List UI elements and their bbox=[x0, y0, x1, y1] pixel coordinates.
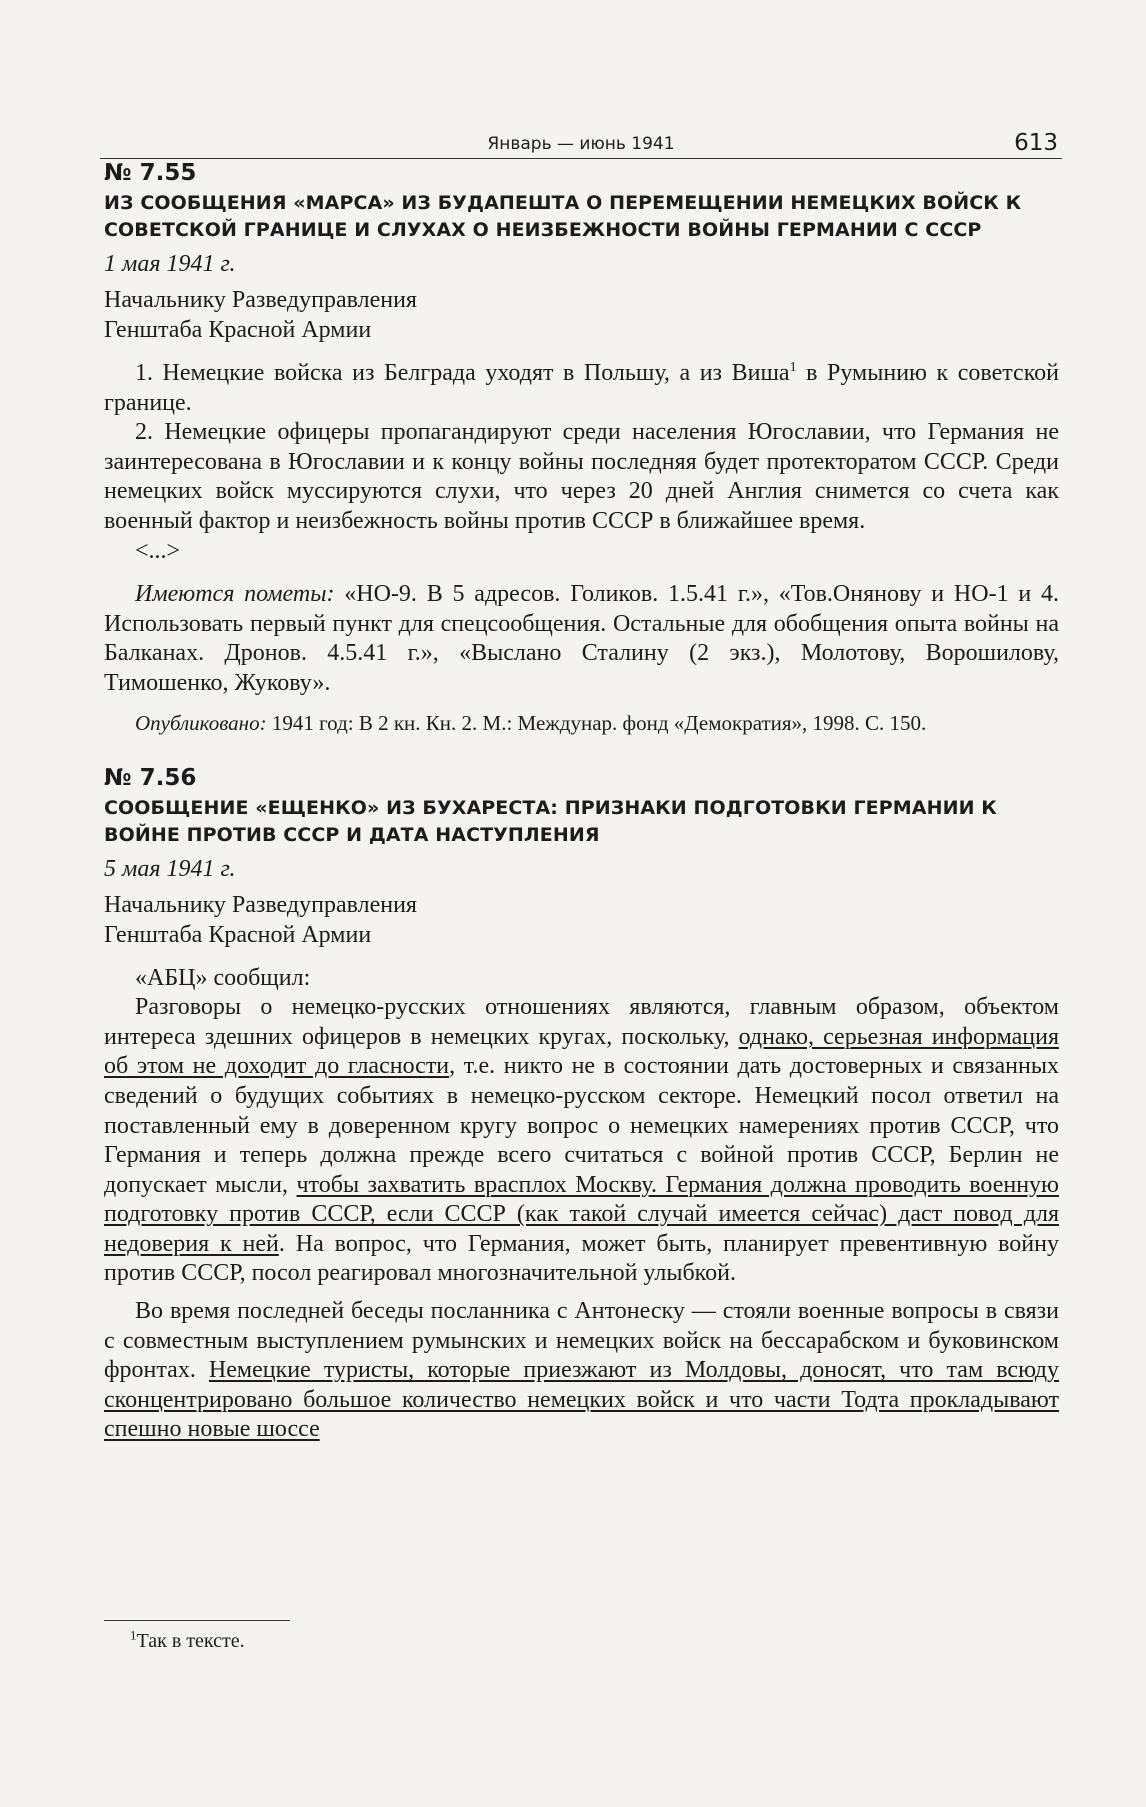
document-date: 1 мая 1941 г. bbox=[104, 251, 236, 277]
underlined-text: Немецкие туристы, которые приезжают из Молдовы, доносят, что там всюду сконцентрировано большое количество немецких войск и что части Тодта прокладывают спешно новые шоссе bbox=[104, 1357, 1059, 1443]
text-run: Разговоры о немецко-русских отношениях являются, главным образом, объектом интереса здешних офицеров в немецких кругах, поскольку, bbox=[104, 994, 1059, 1050]
footnote bbox=[130, 1628, 245, 1654]
ellipsis: <...> bbox=[135, 537, 181, 564]
text-run: . На вопрос, что Германия, может быть, планирует превентивную войну против СССР, посол реагировал многозначительной улыбкой. bbox=[104, 1230, 1059, 1287]
text-run: , т.е. никто не в состоянии дать достоверных и связанных сведений о будущих событиях в немецко-русском секторе. Немецкий посол ответил на поставленный ему в доверенном кругу вопрос о немецких намерениях против СССР, что Германия и теперь должна прежде всего считаться с войной против СССР, Берлин не допускает мысли, bbox=[104, 1053, 1059, 1198]
underlined-text: чтобы захватить врасплох Москву. Германия должна проводить военную подготовку против СССР, если СССР (как такой случай имеется сейчас) даст повод для недоверия к ней bbox=[104, 1171, 1059, 1257]
document-title: ИЗ СООБЩЕНИЯ «МАРСА» ИЗ БУДАПЕШТА О ПЕРЕМЕЩЕНИИ НЕМЕЦКИХ ВОЙСК К СОВЕТСКОЙ ГРАНИЦЕ И СЛУХАХ О НЕИЗБЕЖНОСТИ ВОЙНЫ ГЕРМАНИИ С СССР bbox=[104, 192, 1022, 241]
footnote-text: Так в тексте. bbox=[136, 1630, 245, 1652]
document-7-56 bbox=[104, 763, 1059, 1446]
archive-notes bbox=[104, 580, 1059, 698]
published-label: Опубликовано: bbox=[135, 710, 267, 735]
notes-label: Имеются пометы: bbox=[135, 581, 335, 608]
page-number: 613 bbox=[1014, 130, 1058, 156]
document-date: 5 мая 1941 г. bbox=[104, 855, 236, 882]
publication-source bbox=[104, 709, 1059, 737]
document-number: № 7.56 bbox=[104, 764, 197, 791]
page-content bbox=[104, 158, 1059, 1445]
paragraph: 2. Немецкие офицеры пропагандируют среди населения Югославии, что Германия не заинтересована в Югославии и к концу войны последняя будет протекторатом СССР. Среди немецких войск муссируются слухи, что через 20 дней Англия снимется со счета как военный фактор и неизбежность войны против СССР в ближайшее время. bbox=[104, 419, 1059, 534]
addressee-line: Генштаба Красной Армии bbox=[104, 921, 372, 948]
footnote-marker: 1 bbox=[130, 1627, 137, 1643]
footnote-divider bbox=[104, 1620, 290, 1621]
addressee bbox=[104, 285, 1059, 345]
document-number: № 7.55 bbox=[104, 160, 197, 186]
addressee-line: Генштаба Красной Армии bbox=[104, 317, 372, 343]
text-run: 1. Немецкие войска из Белграда уходят в Польшу, а из Виша bbox=[135, 360, 790, 386]
addressee bbox=[104, 890, 1059, 950]
footnote-marker: 1 bbox=[789, 360, 797, 375]
running-title: Январь — июнь 1941 bbox=[487, 134, 675, 154]
document-title: СООБЩЕНИЕ «ЕЩЕНКО» ИЗ БУХАРЕСТА: ПРИЗНАКИ ПОДГОТОВКИ ГЕРМАНИИ К ВОЙНЕ ПРОТИВ СССР И ДАТА НАСТУПЛЕНИЯ bbox=[104, 796, 997, 846]
paragraph bbox=[104, 359, 1059, 418]
addressee-line: Начальнику Разведуправления bbox=[104, 287, 417, 313]
published-text: 1941 год: В 2 кн. Кн. 2. М.: Междунар. фонд «Демократия», 1998. С. 150. bbox=[266, 710, 927, 735]
notes-text: «НО-9. В 5 адресов. Голиков. 1.5.41 г.», «Тов.Онянову и НО-1 и 4. Использовать первый пункт для спецсообщения. Остальные для обобщения опыта войны на Балканах. Дронов. 4.5.41 г.», «Выслано Сталину (2 экз.), Молотову, Ворошилову, Тимошенко, Жукову». bbox=[104, 581, 1060, 696]
page-header bbox=[100, 118, 1062, 159]
paragraph bbox=[104, 1297, 1059, 1445]
addressee-line: Начальнику Разведуправления bbox=[104, 891, 417, 918]
paragraph bbox=[104, 993, 1059, 1289]
underlined-text: однако, серьезная информация об этом не доходит до гласности bbox=[104, 1023, 1059, 1080]
text-run: Во время последней беседы посланника с Антонеску — стояли военные вопросы в связи с совместным выступлением румынских и немецких войск на бессарабском и буковинском фронтах. bbox=[104, 1298, 1059, 1384]
document-7-55 bbox=[104, 158, 1059, 737]
text-run: в Румынию к советской границе. bbox=[104, 360, 1059, 416]
intro-line: «АБЦ» сообщил: bbox=[135, 964, 311, 991]
